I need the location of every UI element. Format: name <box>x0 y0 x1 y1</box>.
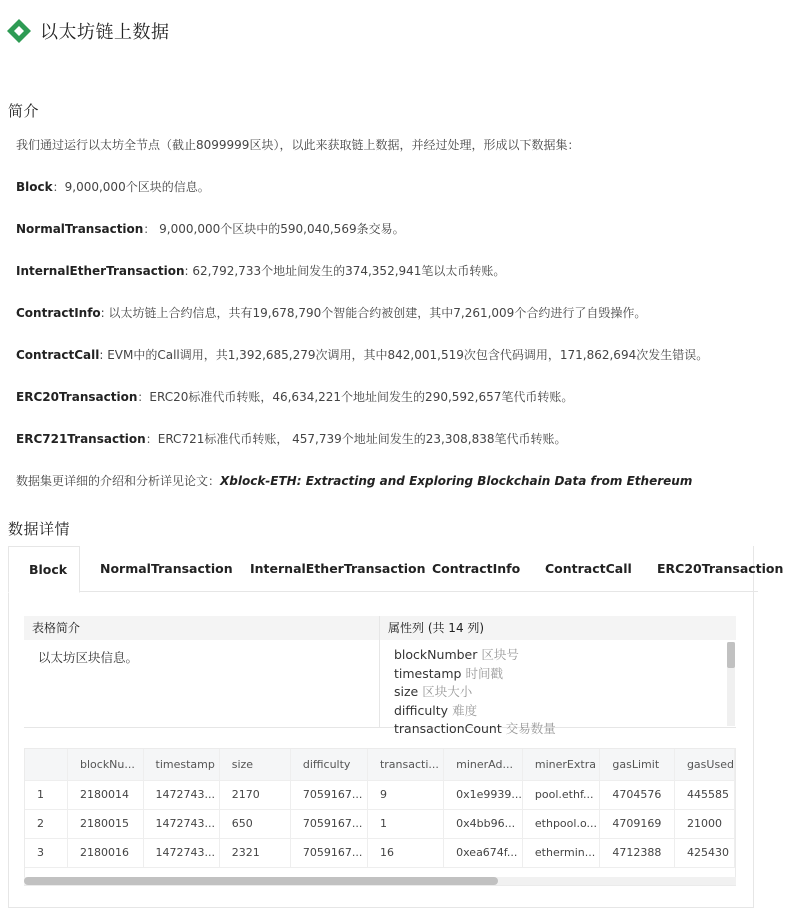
table-cell: 2180014 <box>68 780 144 809</box>
column-header[interactable]: timestamp <box>143 749 219 780</box>
table-cell: 425430 <box>674 838 734 867</box>
attribute-item: size 区块大小 <box>394 684 473 699</box>
table-row <box>25 809 735 838</box>
attribute-list[interactable] <box>394 646 724 736</box>
app-header <box>6 16 170 46</box>
table-intro-text: 以太坊区块信息。 <box>38 650 139 665</box>
dataset-name: Block <box>16 180 53 194</box>
column-header[interactable]: transacti... <box>367 749 443 780</box>
table-cell: 1 <box>367 809 443 838</box>
dataset-item-erc721-transaction: ERC721Transaction：ERC721标准代币转账， 457,739个地址间发生的23,308,838笔代币转账。 <box>16 432 567 446</box>
dataset-name: ERC20Transaction <box>16 390 138 404</box>
column-header[interactable]: minerAd... <box>444 749 523 780</box>
app-title: 以太坊链上数据 <box>40 22 170 43</box>
dataset-desc: 62,792,733个地址间发生的374,352,941笔以太币转账。 <box>192 264 506 278</box>
dataset-desc: ERC721标准代币转账， 457,739个地址间发生的23,308,838笔代币转账。 <box>157 432 567 446</box>
table-intro-header: 表格简介 <box>24 616 379 640</box>
table-cell: 650 <box>219 809 290 838</box>
dataset-name: NormalTransaction <box>16 222 144 236</box>
dataset-item-contract-info: ContractInfo: 以太坊链上合约信息，共有19,678,790个智能合约被创建，其中7,261,009个合约进行了自毁操作。 <box>16 306 647 320</box>
table-cell: 2 <box>25 809 68 838</box>
table-cell: 7059167... <box>290 780 367 809</box>
paper-reference: 数据集更详细的介绍和分析详见论文：Xblock-ETH: Extracting and Exploring Blockchain Data from Ethereum <box>16 474 693 488</box>
tab-internal-ether-transaction[interactable]: InternalEtherTransaction <box>250 561 426 576</box>
table-scrollbar-thumb[interactable] <box>24 877 498 885</box>
table-cell: 21000 <box>674 809 734 838</box>
table-cell: ethpool.o... <box>522 809 600 838</box>
details-heading: 数据详情 <box>8 520 71 538</box>
table-cell: 1 <box>25 780 68 809</box>
table-cell: 7059167... <box>290 809 367 838</box>
column-header[interactable]: difficulty <box>290 749 367 780</box>
column-header[interactable]: gasUsed <box>674 749 734 780</box>
dataset-desc: 以太坊链上合约信息，共有19,678,790个智能合约被创建，其中7,261,009个合约进行了自毁操作。 <box>108 306 647 320</box>
dataset-item-normal-transaction: NormalTransaction： 9,000,000个区块中的590,040,569条交易。 <box>16 222 405 236</box>
table-cell: 9 <box>367 780 443 809</box>
dataset-name: InternalEtherTransaction <box>16 264 185 278</box>
attribute-item: blockNumber 区块号 <box>394 647 519 662</box>
dataset-item-block: Block：9,000,000个区块的信息。 <box>16 180 210 194</box>
dataset-name: ContractInfo <box>16 306 101 320</box>
panel-divider <box>379 616 380 728</box>
table-cell: 7059167... <box>290 838 367 867</box>
dataset-item-contract-call: ContractCall: EVM中的Call调用，共1,392,685,279次调用，其中842,001,519次包含代码调用，171,862,694次发生错误。 <box>16 348 709 362</box>
data-table-container <box>24 748 736 886</box>
dataset-item-internal-ether-transaction: InternalEtherTransaction: 62,792,733个地址间发生的374,352,941笔以太币转账。 <box>16 264 506 278</box>
table-cell: 4709169 <box>600 809 675 838</box>
column-header[interactable]: blockNu... <box>68 749 144 780</box>
intro-heading: 简介 <box>8 102 40 120</box>
dataset-desc: 9,000,000个区块中的590,040,569条交易。 <box>159 222 405 236</box>
tab-contract-call[interactable]: ContractCall <box>545 561 632 576</box>
table-cell: 3 <box>25 838 68 867</box>
diamond-logo-icon <box>6 18 32 44</box>
attribute-scrollbar-thumb[interactable] <box>727 642 735 668</box>
attribute-item: timestamp 时间戳 <box>394 665 503 681</box>
table-cell: 1472743... <box>143 838 219 867</box>
attribute-item: difficulty 难度 <box>394 702 478 718</box>
tab-block[interactable]: Block <box>8 546 80 593</box>
tab-normal-transaction[interactable]: NormalTransaction <box>100 561 233 576</box>
dataset-name: ContractCall <box>16 348 100 362</box>
column-header[interactable]: gasLimit <box>600 749 675 780</box>
tab-contract-info[interactable]: ContractInfo <box>432 561 521 576</box>
table-cell: ethermin... <box>522 838 600 867</box>
dataset-name: ERC721Transaction <box>16 432 146 446</box>
table-cell: 16 <box>367 838 443 867</box>
table-cell: 0x4bb96... <box>444 809 523 838</box>
table-cell: 4704576 <box>600 780 675 809</box>
table-cell: 0x1e9939... <box>444 780 523 809</box>
table-row <box>25 838 735 867</box>
table-cell: 2170 <box>219 780 290 809</box>
attribute-columns-header: 属性列 (共 14 列) <box>380 616 736 640</box>
attribute-item: transactionCount 交易数量 <box>394 721 556 736</box>
table-cell: 1472743... <box>143 780 219 809</box>
table-row <box>25 780 735 809</box>
table-cell: 1472743... <box>143 809 219 838</box>
table-cell: 445585 <box>674 780 734 809</box>
paper-link[interactable]: Xblock-ETH: Extracting and Exploring Blockchain Data from Ethereum <box>220 474 693 488</box>
tab-erc20-transaction[interactable]: ERC20Transaction <box>657 561 784 576</box>
table-header-row <box>25 749 735 780</box>
table-cell: pool.ethf... <box>522 780 600 809</box>
dataset-desc: EVM中的Call调用，共1,392,685,279次调用，其中842,001,519次包含代码调用，171,862,694次发生错误。 <box>107 348 709 362</box>
dataset-desc: ERC20标准代币转账，46,634,221个地址间发生的290,592,657笔代币转账。 <box>149 390 574 404</box>
table-cell: 4712388 <box>600 838 675 867</box>
table-cell: 0xea674f... <box>444 838 523 867</box>
data-table <box>25 749 735 868</box>
intro-lead: 我们通过运行以太坊全节点（截止8099999区块），以此来获取链上数据，并经过处理，形成以下数据集： <box>16 138 580 152</box>
table-cell: 2180015 <box>68 809 144 838</box>
table-cell: 2180016 <box>68 838 144 867</box>
dataset-item-erc20-transaction: ERC20Transaction：ERC20标准代币转账，46,634,221个地址间发生的290,592,657笔代币转账。 <box>16 390 574 404</box>
table-cell: 2321 <box>219 838 290 867</box>
column-header[interactable]: minerExtra <box>522 749 600 780</box>
column-header[interactable]: size <box>219 749 290 780</box>
dataset-desc: 9,000,000个区块的信息。 <box>64 180 210 194</box>
column-header <box>25 749 68 780</box>
tab-bar <box>8 546 784 592</box>
